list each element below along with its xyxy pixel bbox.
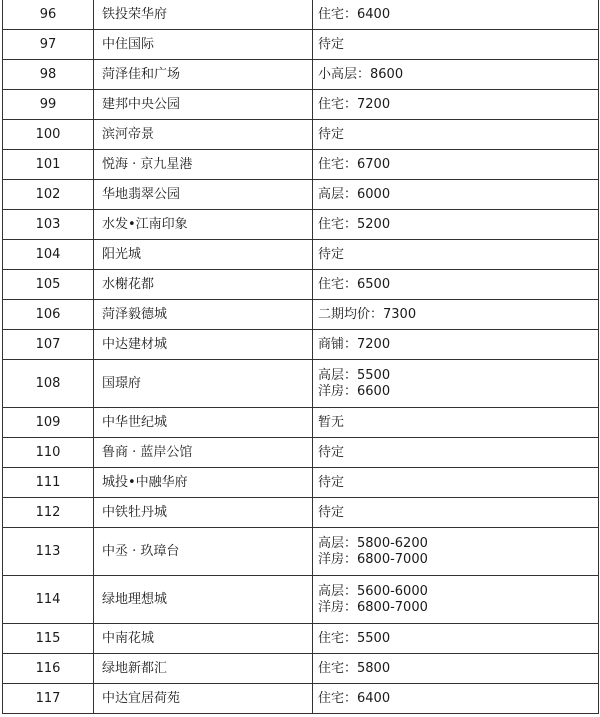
- price-cell: [313, 498, 599, 528]
- price-line: 二期均价：7300: [318, 306, 417, 322]
- price-cell: [313, 210, 599, 240]
- table-row: [3, 576, 599, 624]
- row-number: 117: [3, 684, 94, 714]
- price-line: 高层：5800-6200: [318, 535, 428, 551]
- table-body: [3, 0, 599, 714]
- price-cell: [313, 468, 599, 498]
- price-cell: [313, 0, 599, 30]
- project-name: 中住国际: [94, 30, 313, 60]
- price-cell: [313, 150, 599, 180]
- row-number: 115: [3, 624, 94, 654]
- price-cell: [313, 684, 599, 714]
- price-line: 住宅：6500: [318, 276, 391, 292]
- price-line: 住宅：6700: [318, 156, 391, 172]
- table-row: [3, 330, 599, 360]
- project-name: 国璟府: [94, 360, 313, 408]
- project-name: 鲁商 · 蓝岸公馆: [94, 438, 313, 468]
- price-line: 小高层：8600: [318, 66, 404, 82]
- price-cell: [313, 408, 599, 438]
- table-row: [3, 654, 599, 684]
- price-line: 洋房：6800-7000: [318, 551, 428, 567]
- price-line: 住宅：7200: [318, 96, 391, 112]
- price-line: 住宅：5200: [318, 216, 391, 232]
- project-name: 中铁牡丹城: [94, 498, 313, 528]
- table-row: [3, 0, 599, 30]
- project-name: 中达宜居荷苑: [94, 684, 313, 714]
- row-number: 111: [3, 468, 94, 498]
- project-name: 阳光城: [94, 240, 313, 270]
- price-line: 洋房：6800-7000: [318, 599, 428, 615]
- price-line: 待定: [318, 126, 345, 142]
- price-line: 待定: [318, 36, 345, 52]
- price-cell: [313, 654, 599, 684]
- price-cell: [313, 300, 599, 330]
- table-row: [3, 90, 599, 120]
- row-number: 110: [3, 438, 94, 468]
- price-line: 高层：6000: [318, 186, 391, 202]
- row-number: 99: [3, 90, 94, 120]
- project-name: 悦海 · 京九星港: [94, 150, 313, 180]
- table-row: [3, 408, 599, 438]
- price-line: 住宅：5800: [318, 660, 391, 676]
- row-number: 107: [3, 330, 94, 360]
- price-line: 洋房：6600: [318, 383, 391, 399]
- project-name: 铁投荣华府: [94, 0, 313, 30]
- row-number: 101: [3, 150, 94, 180]
- price-cell: [313, 270, 599, 300]
- row-number: 96: [3, 0, 94, 30]
- table-row: [3, 270, 599, 300]
- project-price-table: [2, 0, 599, 714]
- price-line: 待定: [318, 474, 345, 490]
- project-name: 菏泽毅德城: [94, 300, 313, 330]
- row-number: 113: [3, 528, 94, 576]
- project-name: 水榭花都: [94, 270, 313, 300]
- price-line: 暂无: [318, 414, 345, 430]
- table-row: [3, 120, 599, 150]
- price-cell: [313, 438, 599, 468]
- price-cell: [313, 330, 599, 360]
- project-name: 城投•中融华府: [94, 468, 313, 498]
- price-line: 待定: [318, 444, 345, 460]
- price-line: 住宅：5500: [318, 630, 391, 646]
- table-row: [3, 468, 599, 498]
- project-name: 绿地新都汇: [94, 654, 313, 684]
- price-line: 住宅：6400: [318, 690, 391, 706]
- price-cell: [313, 90, 599, 120]
- row-number: 108: [3, 360, 94, 408]
- project-name: 建邦中央公园: [94, 90, 313, 120]
- table-row: [3, 210, 599, 240]
- table-row: [3, 180, 599, 210]
- project-name: 滨河帝景: [94, 120, 313, 150]
- row-number: 114: [3, 576, 94, 624]
- row-number: 105: [3, 270, 94, 300]
- project-name: 菏泽佳和广场: [94, 60, 313, 90]
- price-cell: [313, 30, 599, 60]
- project-name: 绿地理想城: [94, 576, 313, 624]
- row-number: 102: [3, 180, 94, 210]
- project-name: 华地翡翠公园: [94, 180, 313, 210]
- table-row: [3, 150, 599, 180]
- row-number: 98: [3, 60, 94, 90]
- price-cell: [313, 120, 599, 150]
- row-number: 97: [3, 30, 94, 60]
- price-line: 待定: [318, 504, 345, 520]
- table-row: [3, 60, 599, 90]
- project-name: 中丞 · 玖璋台: [94, 528, 313, 576]
- table-row: [3, 528, 599, 576]
- price-cell: [313, 528, 599, 576]
- table-row: [3, 300, 599, 330]
- price-cell: [313, 180, 599, 210]
- price-cell: [313, 360, 599, 408]
- project-name: 中南花城: [94, 624, 313, 654]
- table-row: [3, 30, 599, 60]
- row-number: 100: [3, 120, 94, 150]
- price-line: 住宅：6400: [318, 6, 391, 22]
- row-number: 106: [3, 300, 94, 330]
- price-line: 高层：5600-6000: [318, 583, 428, 599]
- project-name: 中华世纪城: [94, 408, 313, 438]
- table-row: [3, 498, 599, 528]
- row-number: 103: [3, 210, 94, 240]
- row-number: 112: [3, 498, 94, 528]
- project-name: 水发•江南印象: [94, 210, 313, 240]
- project-name: 中达建材城: [94, 330, 313, 360]
- price-line: 商铺：7200: [318, 336, 391, 352]
- table-row: [3, 360, 599, 408]
- price-line: 待定: [318, 246, 345, 262]
- row-number: 104: [3, 240, 94, 270]
- table-row: [3, 684, 599, 714]
- table-row: [3, 438, 599, 468]
- row-number: 116: [3, 654, 94, 684]
- price-cell: [313, 576, 599, 624]
- row-number: 109: [3, 408, 94, 438]
- price-line: 高层：5500: [318, 367, 391, 383]
- price-cell: [313, 624, 599, 654]
- price-cell: [313, 240, 599, 270]
- price-cell: [313, 60, 599, 90]
- table-row: [3, 624, 599, 654]
- table-row: [3, 240, 599, 270]
